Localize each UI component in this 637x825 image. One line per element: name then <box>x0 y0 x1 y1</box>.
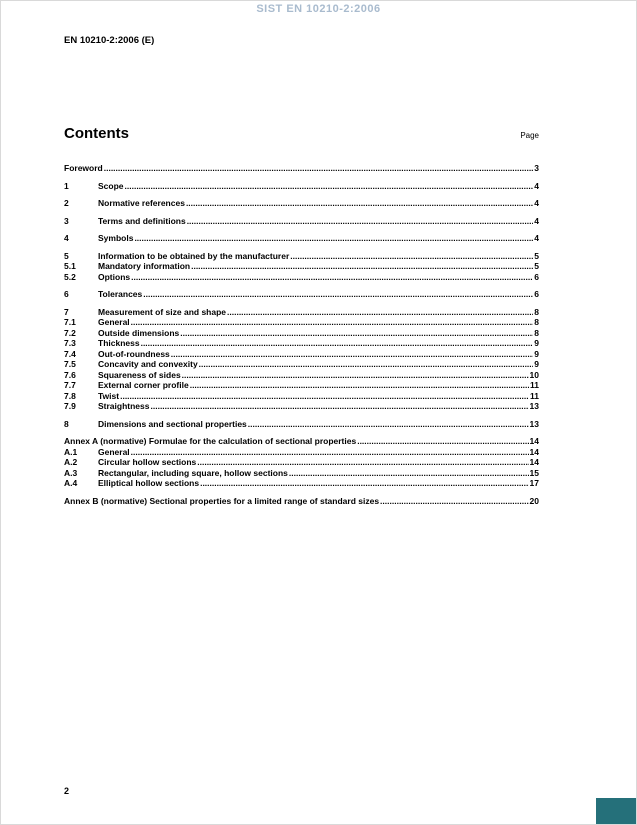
contents-title: Contents <box>64 125 129 142</box>
toc-entry[interactable] <box>64 307 539 318</box>
toc-entry-label: Outside dimensions <box>98 327 180 338</box>
toc-leader-dots <box>191 261 533 272</box>
toc-entry-page: 9 <box>534 348 539 359</box>
toc-entry-number: 2 <box>64 198 69 208</box>
toc-entry-page: 14 <box>529 457 539 467</box>
toc-leader-dots <box>186 198 533 209</box>
toc-leader-dots <box>120 391 529 402</box>
toc-entry-page: 13 <box>529 418 539 429</box>
toc-entry-label: General <box>98 317 130 327</box>
toc-entry-label: Straightness <box>98 401 150 411</box>
toc-entry-label: Foreword <box>64 163 103 173</box>
toc-entry-page: 6 <box>534 289 539 299</box>
toc-entry-label: External corner profile <box>98 380 189 390</box>
toc-entry-label: Symbols <box>98 233 134 243</box>
toc-entry-label: Measurement of size and shape <box>98 306 227 317</box>
document-header: EN 10210-2:2006 (E) <box>64 35 155 46</box>
toc-entry-number: 7.4 <box>64 348 76 359</box>
toc-entry-label: Options <box>98 271 131 282</box>
toc-entry-number: 7.5 <box>64 359 76 369</box>
toc-entry-number: 7.3 <box>64 338 76 348</box>
toc-entry-number: 8 <box>64 418 69 429</box>
toc-entry-label: Information to be obtained by the manufacturer <box>98 250 290 261</box>
toc-entry[interactable] <box>64 181 539 192</box>
toc-entry-page: 17 <box>529 478 539 488</box>
toc-group <box>64 496 539 507</box>
toc-entry-number: A.1 <box>64 446 78 457</box>
toc-entry-page: 8 <box>534 306 539 317</box>
watermark: SIST EN 10210-2:2006 <box>256 3 381 15</box>
toc-leader-dots <box>187 216 534 227</box>
toc-entry-page: 3 <box>534 163 539 173</box>
toc-entry-number: 5.2 <box>64 271 76 282</box>
toc-entry[interactable] <box>64 478 539 489</box>
toc-entry-label: Thickness <box>98 338 140 348</box>
toc-leader-dots <box>141 338 534 349</box>
toc-entry-page: 4 <box>534 233 539 243</box>
toc-entry-page: 9 <box>534 359 539 369</box>
toc-leader-dots <box>104 163 534 174</box>
toc-entry-label: Terms and definitions <box>98 215 186 226</box>
toc-entry-number: 7.2 <box>64 327 76 338</box>
toc-group <box>64 419 539 430</box>
toc-group <box>64 251 539 283</box>
toc-leader-dots <box>200 478 528 489</box>
toc-entry-page: 6 <box>534 271 539 282</box>
toc-entry[interactable] <box>64 419 539 430</box>
toc-entry-page: 5 <box>534 261 539 271</box>
toc-entry[interactable] <box>64 380 539 391</box>
toc-entry-number: 7.9 <box>64 401 76 411</box>
toc-entry-page: 4 <box>534 180 539 191</box>
toc-entry[interactable] <box>64 261 539 272</box>
toc-leader-dots <box>357 436 528 447</box>
toc-entry-label: Twist <box>98 390 120 401</box>
toc-entry-label: Dimensions and sectional properties <box>98 418 247 429</box>
toc-leader-dots <box>380 496 528 507</box>
toc-entry-label: Out-of-roundness <box>98 348 170 359</box>
toc-entry-page: 8 <box>534 317 539 327</box>
toc-leader-dots <box>290 251 533 262</box>
toc-entry-number: 7.1 <box>64 317 76 327</box>
toc-group <box>64 307 539 412</box>
toc-group <box>64 198 539 209</box>
toc-leader-dots <box>197 457 528 468</box>
footer-page-number: 2 <box>64 786 70 796</box>
toc-entry-page: 14 <box>529 436 539 446</box>
toc-entry[interactable] <box>64 317 539 328</box>
toc-entry-number: A.2 <box>64 457 78 467</box>
toc-entry-label: Circular hollow sections <box>98 457 197 467</box>
toc-entry-label: Tolerances <box>98 289 143 299</box>
toc-entry-page: 13 <box>529 401 539 411</box>
toc-leader-dots <box>134 233 533 244</box>
toc-entry-label: Annex A (normative) Formulae for the calculation of sectional properties <box>64 436 357 446</box>
toc-entry-label: General <box>98 446 130 457</box>
toc-leader-dots <box>199 359 534 370</box>
toc-entry-number: A.4 <box>64 478 78 488</box>
toc-entry-label: Scope <box>98 180 124 191</box>
toc-entry[interactable] <box>64 447 539 458</box>
toc-entry-label: Elliptical hollow sections <box>98 478 200 488</box>
contents-header <box>64 125 539 142</box>
toc-leader-dots <box>131 447 529 458</box>
toc-entry[interactable] <box>64 216 539 227</box>
toc-entry-number: 4 <box>64 233 69 243</box>
toc-leader-dots <box>131 272 533 283</box>
toc-leader-dots <box>248 419 529 430</box>
toc-entry-label: Normative references <box>98 198 185 208</box>
toc-leader-dots <box>143 289 533 300</box>
toc-entry-page: 9 <box>534 338 539 348</box>
toc-entry-page: 4 <box>534 215 539 226</box>
toc-entry[interactable] <box>64 468 539 479</box>
toc-entry-label: Rectangular, including square, hollow sections <box>98 467 288 478</box>
toc-entry[interactable] <box>64 233 539 244</box>
toc-entry-number: 5.1 <box>64 261 76 271</box>
toc-entry-page: 4 <box>534 198 539 208</box>
toc-entry-number: 7.7 <box>64 380 76 390</box>
toc-entry[interactable] <box>64 370 539 381</box>
toc-group <box>64 289 539 300</box>
toc-entry-page: 15 <box>529 467 539 478</box>
toc-list <box>64 163 539 506</box>
corner-square <box>596 798 636 824</box>
toc-group <box>64 233 539 244</box>
toc-group <box>64 181 539 192</box>
toc-entry[interactable] <box>64 391 539 402</box>
toc-group <box>64 436 539 489</box>
toc-entry[interactable] <box>64 349 539 360</box>
toc-leader-dots <box>180 328 533 339</box>
toc-leader-dots <box>151 401 529 412</box>
toc-entry-page: 20 <box>529 495 539 506</box>
toc-leader-dots <box>171 349 533 360</box>
toc-group <box>64 216 539 227</box>
toc-leader-dots <box>227 307 533 318</box>
toc-entry-label: Annex B (normative) Sectional properties for a limited range of standard sizes <box>64 495 380 506</box>
toc-entry-number: 6 <box>64 289 69 299</box>
toc-entry[interactable] <box>64 289 539 300</box>
toc-entry-number: 1 <box>64 180 69 191</box>
toc-entry-number: 7.8 <box>64 390 76 401</box>
toc-entry-page: 14 <box>529 446 539 457</box>
toc-entry-page: 10 <box>529 369 539 380</box>
toc-entry-number: 3 <box>64 215 69 226</box>
toc-group <box>64 163 539 174</box>
toc-entry-number: 7 <box>64 306 69 317</box>
toc-entry-page: 11 <box>530 380 539 390</box>
toc-entry[interactable] <box>64 328 539 339</box>
toc-entry-label: Mandatory information <box>98 261 191 271</box>
toc-entry-page: 11 <box>530 390 539 401</box>
toc-entry-page: 5 <box>534 250 539 261</box>
toc-entry[interactable] <box>64 338 539 349</box>
toc-entry-label: Concavity and convexity <box>98 359 198 369</box>
toc-entry[interactable] <box>64 496 539 507</box>
toc-leader-dots <box>125 181 534 192</box>
toc-leader-dots <box>131 317 534 328</box>
toc-entry[interactable] <box>64 198 539 209</box>
toc-entry[interactable] <box>64 457 539 468</box>
toc-entry-number: 7.6 <box>64 369 76 380</box>
toc-entry[interactable] <box>64 163 539 174</box>
toc-entry[interactable] <box>64 272 539 283</box>
page-column-label: Page <box>520 131 539 140</box>
toc-entry-number: 5 <box>64 250 69 261</box>
toc-leader-dots <box>190 380 529 391</box>
toc-entry[interactable] <box>64 359 539 370</box>
toc-entry[interactable] <box>64 401 539 412</box>
toc-leader-dots <box>289 468 529 479</box>
toc-entry-page: 8 <box>534 327 539 338</box>
toc-entry-label: Squareness of sides <box>98 369 181 380</box>
toc-entry-number: A.3 <box>64 467 78 478</box>
toc-leader-dots <box>182 370 529 381</box>
toc-entry[interactable] <box>64 436 539 447</box>
toc-entry[interactable] <box>64 251 539 262</box>
